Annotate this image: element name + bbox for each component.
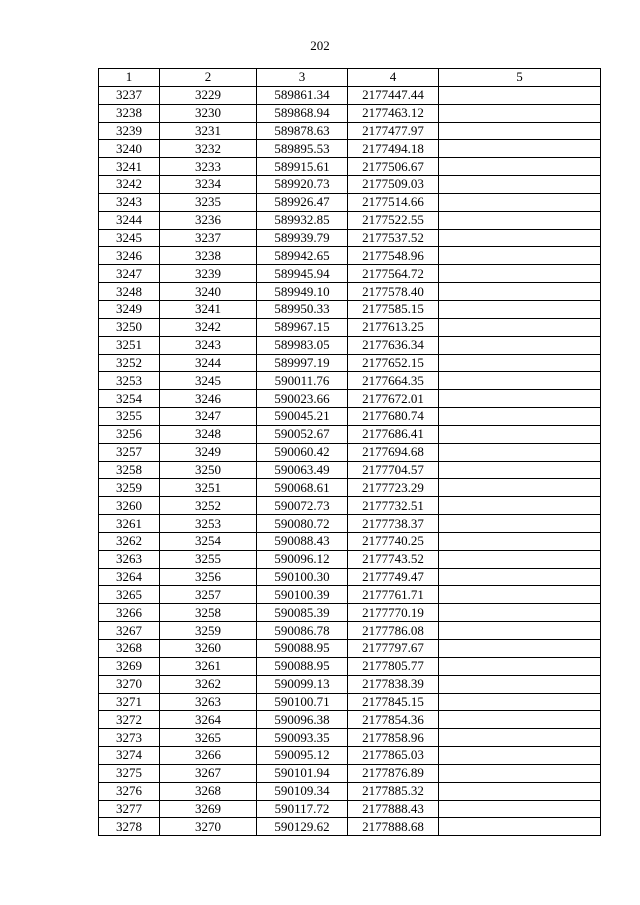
- table-cell-col-3: 589878.63: [257, 122, 348, 140]
- table-cell-col-1: 3245: [99, 229, 160, 247]
- table-row: [99, 193, 601, 211]
- table-cell-col-5: [439, 800, 601, 818]
- table-cell-col-5: [439, 211, 601, 229]
- table-cell-col-2: 3245: [160, 372, 257, 390]
- table-cell-col-2: 3243: [160, 336, 257, 354]
- table-cell-col-2: 3267: [160, 764, 257, 782]
- table-cell-col-3: 589983.05: [257, 336, 348, 354]
- table-cell-col-4: 2177770.19: [348, 604, 439, 622]
- table-cell-col-2: 3231: [160, 122, 257, 140]
- table-cell-col-2: 3258: [160, 604, 257, 622]
- table-cell-col-2: 3244: [160, 354, 257, 372]
- table-cell-col-4: 2177477.97: [348, 122, 439, 140]
- table-cell-col-2: 3235: [160, 193, 257, 211]
- table-cell-col-2: 3248: [160, 425, 257, 443]
- table-cell-col-4: 2177506.67: [348, 158, 439, 176]
- table-cell-col-2: 3242: [160, 318, 257, 336]
- table-cell-col-4: 2177704.57: [348, 461, 439, 479]
- table-cell-col-3: 590052.67: [257, 425, 348, 443]
- table-header-row: [99, 69, 601, 87]
- table-cell-col-5: [439, 425, 601, 443]
- table-cell-col-5: [439, 747, 601, 765]
- table-row: [99, 604, 601, 622]
- table-cell-col-5: [439, 764, 601, 782]
- table-cell-col-4: 2177613.25: [348, 318, 439, 336]
- table-row: [99, 122, 601, 140]
- table-cell-col-5: [439, 532, 601, 550]
- table-cell-col-3: 589895.53: [257, 140, 348, 158]
- table-row: [99, 550, 601, 568]
- table-cell-col-2: 3236: [160, 211, 257, 229]
- table-cell-col-1: 3252: [99, 354, 160, 372]
- table-row: [99, 104, 601, 122]
- table-cell-col-4: 2177522.55: [348, 211, 439, 229]
- table-cell-col-3: 589868.94: [257, 104, 348, 122]
- table-row: [99, 283, 601, 301]
- table-row: [99, 247, 601, 265]
- table-cell-col-1: 3247: [99, 265, 160, 283]
- table-cell-col-2: 3262: [160, 675, 257, 693]
- table-cell-col-2: 3237: [160, 229, 257, 247]
- table-cell-col-1: 3268: [99, 640, 160, 658]
- table-row: [99, 782, 601, 800]
- table-row: [99, 354, 601, 372]
- table-cell-col-4: 2177509.03: [348, 176, 439, 194]
- table-cell-col-3: 589932.85: [257, 211, 348, 229]
- table-cell-col-3: 590088.95: [257, 657, 348, 675]
- table-cell-col-4: 2177463.12: [348, 104, 439, 122]
- table-cell-col-3: 589949.10: [257, 283, 348, 301]
- table-cell-col-4: 2177548.96: [348, 247, 439, 265]
- table-cell-col-1: 3274: [99, 747, 160, 765]
- table-cell-col-3: 590063.49: [257, 461, 348, 479]
- table-cell-col-5: [439, 176, 601, 194]
- table-cell-col-1: 3250: [99, 318, 160, 336]
- table-cell-col-3: 589926.47: [257, 193, 348, 211]
- table-cell-col-2: 3256: [160, 568, 257, 586]
- table-row: [99, 176, 601, 194]
- table-cell-col-3: 590093.35: [257, 729, 348, 747]
- table-cell-col-2: 3260: [160, 640, 257, 658]
- table-cell-col-1: 3270: [99, 675, 160, 693]
- table-cell-col-4: 2177885.32: [348, 782, 439, 800]
- table-row: [99, 300, 601, 318]
- table-cell-col-3: 590129.62: [257, 818, 348, 836]
- table-cell-col-4: 2177876.89: [348, 764, 439, 782]
- table-cell-col-1: 3264: [99, 568, 160, 586]
- table-row: [99, 425, 601, 443]
- table-cell-col-2: 3259: [160, 622, 257, 640]
- table-row: [99, 532, 601, 550]
- table-cell-col-2: 3230: [160, 104, 257, 122]
- table-cell-col-3: 590088.43: [257, 532, 348, 550]
- table-cell-col-5: [439, 247, 601, 265]
- table-row: [99, 229, 601, 247]
- table-cell-col-4: 2177740.25: [348, 532, 439, 550]
- table-cell-col-2: 3240: [160, 283, 257, 301]
- column-header-5: 5: [439, 69, 601, 87]
- table-cell-col-3: 589967.15: [257, 318, 348, 336]
- table-cell-col-5: [439, 675, 601, 693]
- table-cell-col-4: 2177537.52: [348, 229, 439, 247]
- table-cell-col-4: 2177514.66: [348, 193, 439, 211]
- table-row: [99, 86, 601, 104]
- table-cell-col-1: 3237: [99, 86, 160, 104]
- table-cell-col-1: 3253: [99, 372, 160, 390]
- table-cell-col-2: 3234: [160, 176, 257, 194]
- table-cell-col-4: 2177564.72: [348, 265, 439, 283]
- table-cell-col-3: 590023.66: [257, 390, 348, 408]
- table-row: [99, 461, 601, 479]
- table-cell-col-2: 3253: [160, 515, 257, 533]
- table-cell-col-3: 590088.95: [257, 640, 348, 658]
- table-cell-col-2: 3264: [160, 711, 257, 729]
- table-cell-col-4: 2177694.68: [348, 443, 439, 461]
- table-cell-col-3: 589915.61: [257, 158, 348, 176]
- table-cell-col-2: 3250: [160, 461, 257, 479]
- table-cell-col-2: 3255: [160, 550, 257, 568]
- table-cell-col-3: 590060.42: [257, 443, 348, 461]
- table-cell-col-3: 590101.94: [257, 764, 348, 782]
- table-cell-col-3: 589942.65: [257, 247, 348, 265]
- table-cell-col-3: 590080.72: [257, 515, 348, 533]
- column-header-4: 4: [348, 69, 439, 87]
- table-cell-col-1: 3275: [99, 764, 160, 782]
- table-cell-col-4: 2177749.47: [348, 568, 439, 586]
- table-cell-col-1: 3256: [99, 425, 160, 443]
- table-cell-col-3: 589939.79: [257, 229, 348, 247]
- table-cell-col-3: 590045.21: [257, 408, 348, 426]
- table-cell-col-2: 3238: [160, 247, 257, 265]
- table-row: [99, 140, 601, 158]
- table-row: [99, 622, 601, 640]
- table-row: [99, 158, 601, 176]
- table-cell-col-2: 3249: [160, 443, 257, 461]
- table-cell-col-4: 2177743.52: [348, 550, 439, 568]
- table-cell-col-1: 3248: [99, 283, 160, 301]
- table-cell-col-3: 590096.12: [257, 550, 348, 568]
- table-cell-col-4: 2177761.71: [348, 586, 439, 604]
- column-header-1: 1: [99, 69, 160, 87]
- table-cell-col-5: [439, 158, 601, 176]
- table-cell-col-3: 590109.34: [257, 782, 348, 800]
- table-cell-col-4: 2177858.96: [348, 729, 439, 747]
- table-cell-col-5: [439, 86, 601, 104]
- table-cell-col-5: [439, 283, 601, 301]
- table-cell-col-4: 2177494.18: [348, 140, 439, 158]
- table-cell-col-2: 3246: [160, 390, 257, 408]
- table-cell-col-5: [439, 390, 601, 408]
- table-cell-col-4: 2177664.35: [348, 372, 439, 390]
- table-cell-col-4: 2177723.29: [348, 479, 439, 497]
- table-cell-col-2: 3257: [160, 586, 257, 604]
- table-row: [99, 747, 601, 765]
- table-cell-col-1: 3243: [99, 193, 160, 211]
- table-cell-col-5: [439, 604, 601, 622]
- table-cell-col-5: [439, 729, 601, 747]
- table-cell-col-4: 2177686.41: [348, 425, 439, 443]
- table-cell-col-5: [439, 711, 601, 729]
- table-cell-col-1: 3249: [99, 300, 160, 318]
- table-cell-col-5: [439, 265, 601, 283]
- table-cell-col-2: 3247: [160, 408, 257, 426]
- table-cell-col-4: 2177845.15: [348, 693, 439, 711]
- table-cell-col-1: 3269: [99, 657, 160, 675]
- table-cell-col-5: [439, 622, 601, 640]
- table-cell-col-5: [439, 568, 601, 586]
- table-cell-col-3: 589920.73: [257, 176, 348, 194]
- table-cell-col-2: 3239: [160, 265, 257, 283]
- table-cell-col-4: 2177805.77: [348, 657, 439, 675]
- table-cell-col-1: 3265: [99, 586, 160, 604]
- table-cell-col-3: 590068.61: [257, 479, 348, 497]
- table-cell-col-4: 2177888.68: [348, 818, 439, 836]
- table-cell-col-3: 590099.13: [257, 675, 348, 693]
- table-row: [99, 497, 601, 515]
- table-cell-col-3: 589950.33: [257, 300, 348, 318]
- table-cell-col-2: 3263: [160, 693, 257, 711]
- table-cell-col-4: 2177797.67: [348, 640, 439, 658]
- table-row: [99, 318, 601, 336]
- table-cell-col-3: 589945.94: [257, 265, 348, 283]
- table-cell-col-5: [439, 140, 601, 158]
- table-row: [99, 764, 601, 782]
- table-cell-col-1: 3254: [99, 390, 160, 408]
- table-cell-col-1: 3238: [99, 104, 160, 122]
- table-cell-col-5: [439, 479, 601, 497]
- table-cell-col-2: 3233: [160, 158, 257, 176]
- table-cell-col-3: 590086.78: [257, 622, 348, 640]
- table-row: [99, 818, 601, 836]
- table-cell-col-1: 3241: [99, 158, 160, 176]
- table-cell-col-3: 590096.38: [257, 711, 348, 729]
- table-cell-col-1: 3276: [99, 782, 160, 800]
- table-cell-col-5: [439, 104, 601, 122]
- table-row: [99, 568, 601, 586]
- coordinates-table: [98, 68, 601, 836]
- table-cell-col-2: 3252: [160, 497, 257, 515]
- table-cell-col-5: [439, 408, 601, 426]
- table-row: [99, 479, 601, 497]
- table-row: [99, 657, 601, 675]
- table-cell-col-4: 2177888.43: [348, 800, 439, 818]
- table-cell-col-1: 3242: [99, 176, 160, 194]
- table-cell-col-5: [439, 122, 601, 140]
- table-row: [99, 729, 601, 747]
- table-cell-col-4: 2177447.44: [348, 86, 439, 104]
- table-cell-col-1: 3278: [99, 818, 160, 836]
- table-cell-col-5: [439, 818, 601, 836]
- table-cell-col-1: 3259: [99, 479, 160, 497]
- table-cell-col-3: 590100.71: [257, 693, 348, 711]
- table-cell-col-5: [439, 693, 601, 711]
- table-cell-col-1: 3277: [99, 800, 160, 818]
- table-cell-col-4: 2177838.39: [348, 675, 439, 693]
- table-row: [99, 515, 601, 533]
- table-cell-col-2: 3265: [160, 729, 257, 747]
- table-cell-col-3: 589997.19: [257, 354, 348, 372]
- page-number: 202: [310, 38, 330, 53]
- table-cell-col-1: 3267: [99, 622, 160, 640]
- table-cell-col-3: 590011.76: [257, 372, 348, 390]
- table-cell-col-1: 3255: [99, 408, 160, 426]
- table-row: [99, 408, 601, 426]
- table-cell-col-1: 3246: [99, 247, 160, 265]
- table-cell-col-4: 2177738.37: [348, 515, 439, 533]
- table-cell-col-1: 3240: [99, 140, 160, 158]
- table-cell-col-4: 2177732.51: [348, 497, 439, 515]
- table-cell-col-4: 2177786.08: [348, 622, 439, 640]
- table-cell-col-5: [439, 461, 601, 479]
- table-cell-col-4: 2177585.15: [348, 300, 439, 318]
- table-cell-col-2: 3254: [160, 532, 257, 550]
- table-row: [99, 711, 601, 729]
- table-cell-col-5: [439, 640, 601, 658]
- table-cell-col-5: [439, 443, 601, 461]
- table-cell-col-5: [439, 550, 601, 568]
- table-row: [99, 800, 601, 818]
- table-cell-col-5: [439, 497, 601, 515]
- table-cell-col-1: 3272: [99, 711, 160, 729]
- table-cell-col-3: 589861.34: [257, 86, 348, 104]
- table-cell-col-5: [439, 372, 601, 390]
- table-cell-col-3: 590085.39: [257, 604, 348, 622]
- table-cell-col-3: 590117.72: [257, 800, 348, 818]
- table-cell-col-5: [439, 336, 601, 354]
- table-cell-col-3: 590072.73: [257, 497, 348, 515]
- table-cell-col-1: 3263: [99, 550, 160, 568]
- table-cell-col-2: 3270: [160, 818, 257, 836]
- table-cell-col-2: 3266: [160, 747, 257, 765]
- table-cell-col-4: 2177854.36: [348, 711, 439, 729]
- table-cell-col-5: [439, 657, 601, 675]
- table-cell-col-1: 3262: [99, 532, 160, 550]
- table-cell-col-4: 2177680.74: [348, 408, 439, 426]
- table-cell-col-5: [439, 193, 601, 211]
- table-cell-col-5: [439, 515, 601, 533]
- table-cell-col-4: 2177578.40: [348, 283, 439, 301]
- table-row: [99, 675, 601, 693]
- table-row: [99, 372, 601, 390]
- table-row: [99, 640, 601, 658]
- table-cell-col-2: 3229: [160, 86, 257, 104]
- table-cell-col-5: [439, 318, 601, 336]
- table-row: [99, 211, 601, 229]
- table-body: [99, 86, 601, 835]
- table-cell-col-3: 590095.12: [257, 747, 348, 765]
- table-cell-col-5: [439, 354, 601, 372]
- table-row: [99, 390, 601, 408]
- table-cell-col-2: 3269: [160, 800, 257, 818]
- table-cell-col-1: 3239: [99, 122, 160, 140]
- table-cell-col-5: [439, 782, 601, 800]
- table-cell-col-1: 3273: [99, 729, 160, 747]
- table-cell-col-2: 3261: [160, 657, 257, 675]
- column-header-3: 3: [257, 69, 348, 87]
- table-cell-col-1: 3271: [99, 693, 160, 711]
- table-cell-col-1: 3251: [99, 336, 160, 354]
- table-cell-col-1: 3266: [99, 604, 160, 622]
- table-cell-col-5: [439, 229, 601, 247]
- table-row: [99, 693, 601, 711]
- table-cell-col-1: 3257: [99, 443, 160, 461]
- table-cell-col-3: 590100.39: [257, 586, 348, 604]
- table-cell-col-1: 3261: [99, 515, 160, 533]
- table-cell-col-1: 3244: [99, 211, 160, 229]
- table-cell-col-1: 3260: [99, 497, 160, 515]
- table-cell-col-1: 3258: [99, 461, 160, 479]
- table-cell-col-5: [439, 300, 601, 318]
- table-cell-col-5: [439, 586, 601, 604]
- table-row: [99, 586, 601, 604]
- table-row: [99, 265, 601, 283]
- column-header-2: 2: [160, 69, 257, 87]
- table-cell-col-3: 590100.30: [257, 568, 348, 586]
- table-row: [99, 443, 601, 461]
- table-cell-col-2: 3268: [160, 782, 257, 800]
- table-cell-col-2: 3241: [160, 300, 257, 318]
- table-cell-col-4: 2177865.03: [348, 747, 439, 765]
- table-row: [99, 336, 601, 354]
- table-cell-col-4: 2177636.34: [348, 336, 439, 354]
- table-cell-col-4: 2177652.15: [348, 354, 439, 372]
- table-cell-col-2: 3251: [160, 479, 257, 497]
- table-cell-col-4: 2177672.01: [348, 390, 439, 408]
- table-cell-col-2: 3232: [160, 140, 257, 158]
